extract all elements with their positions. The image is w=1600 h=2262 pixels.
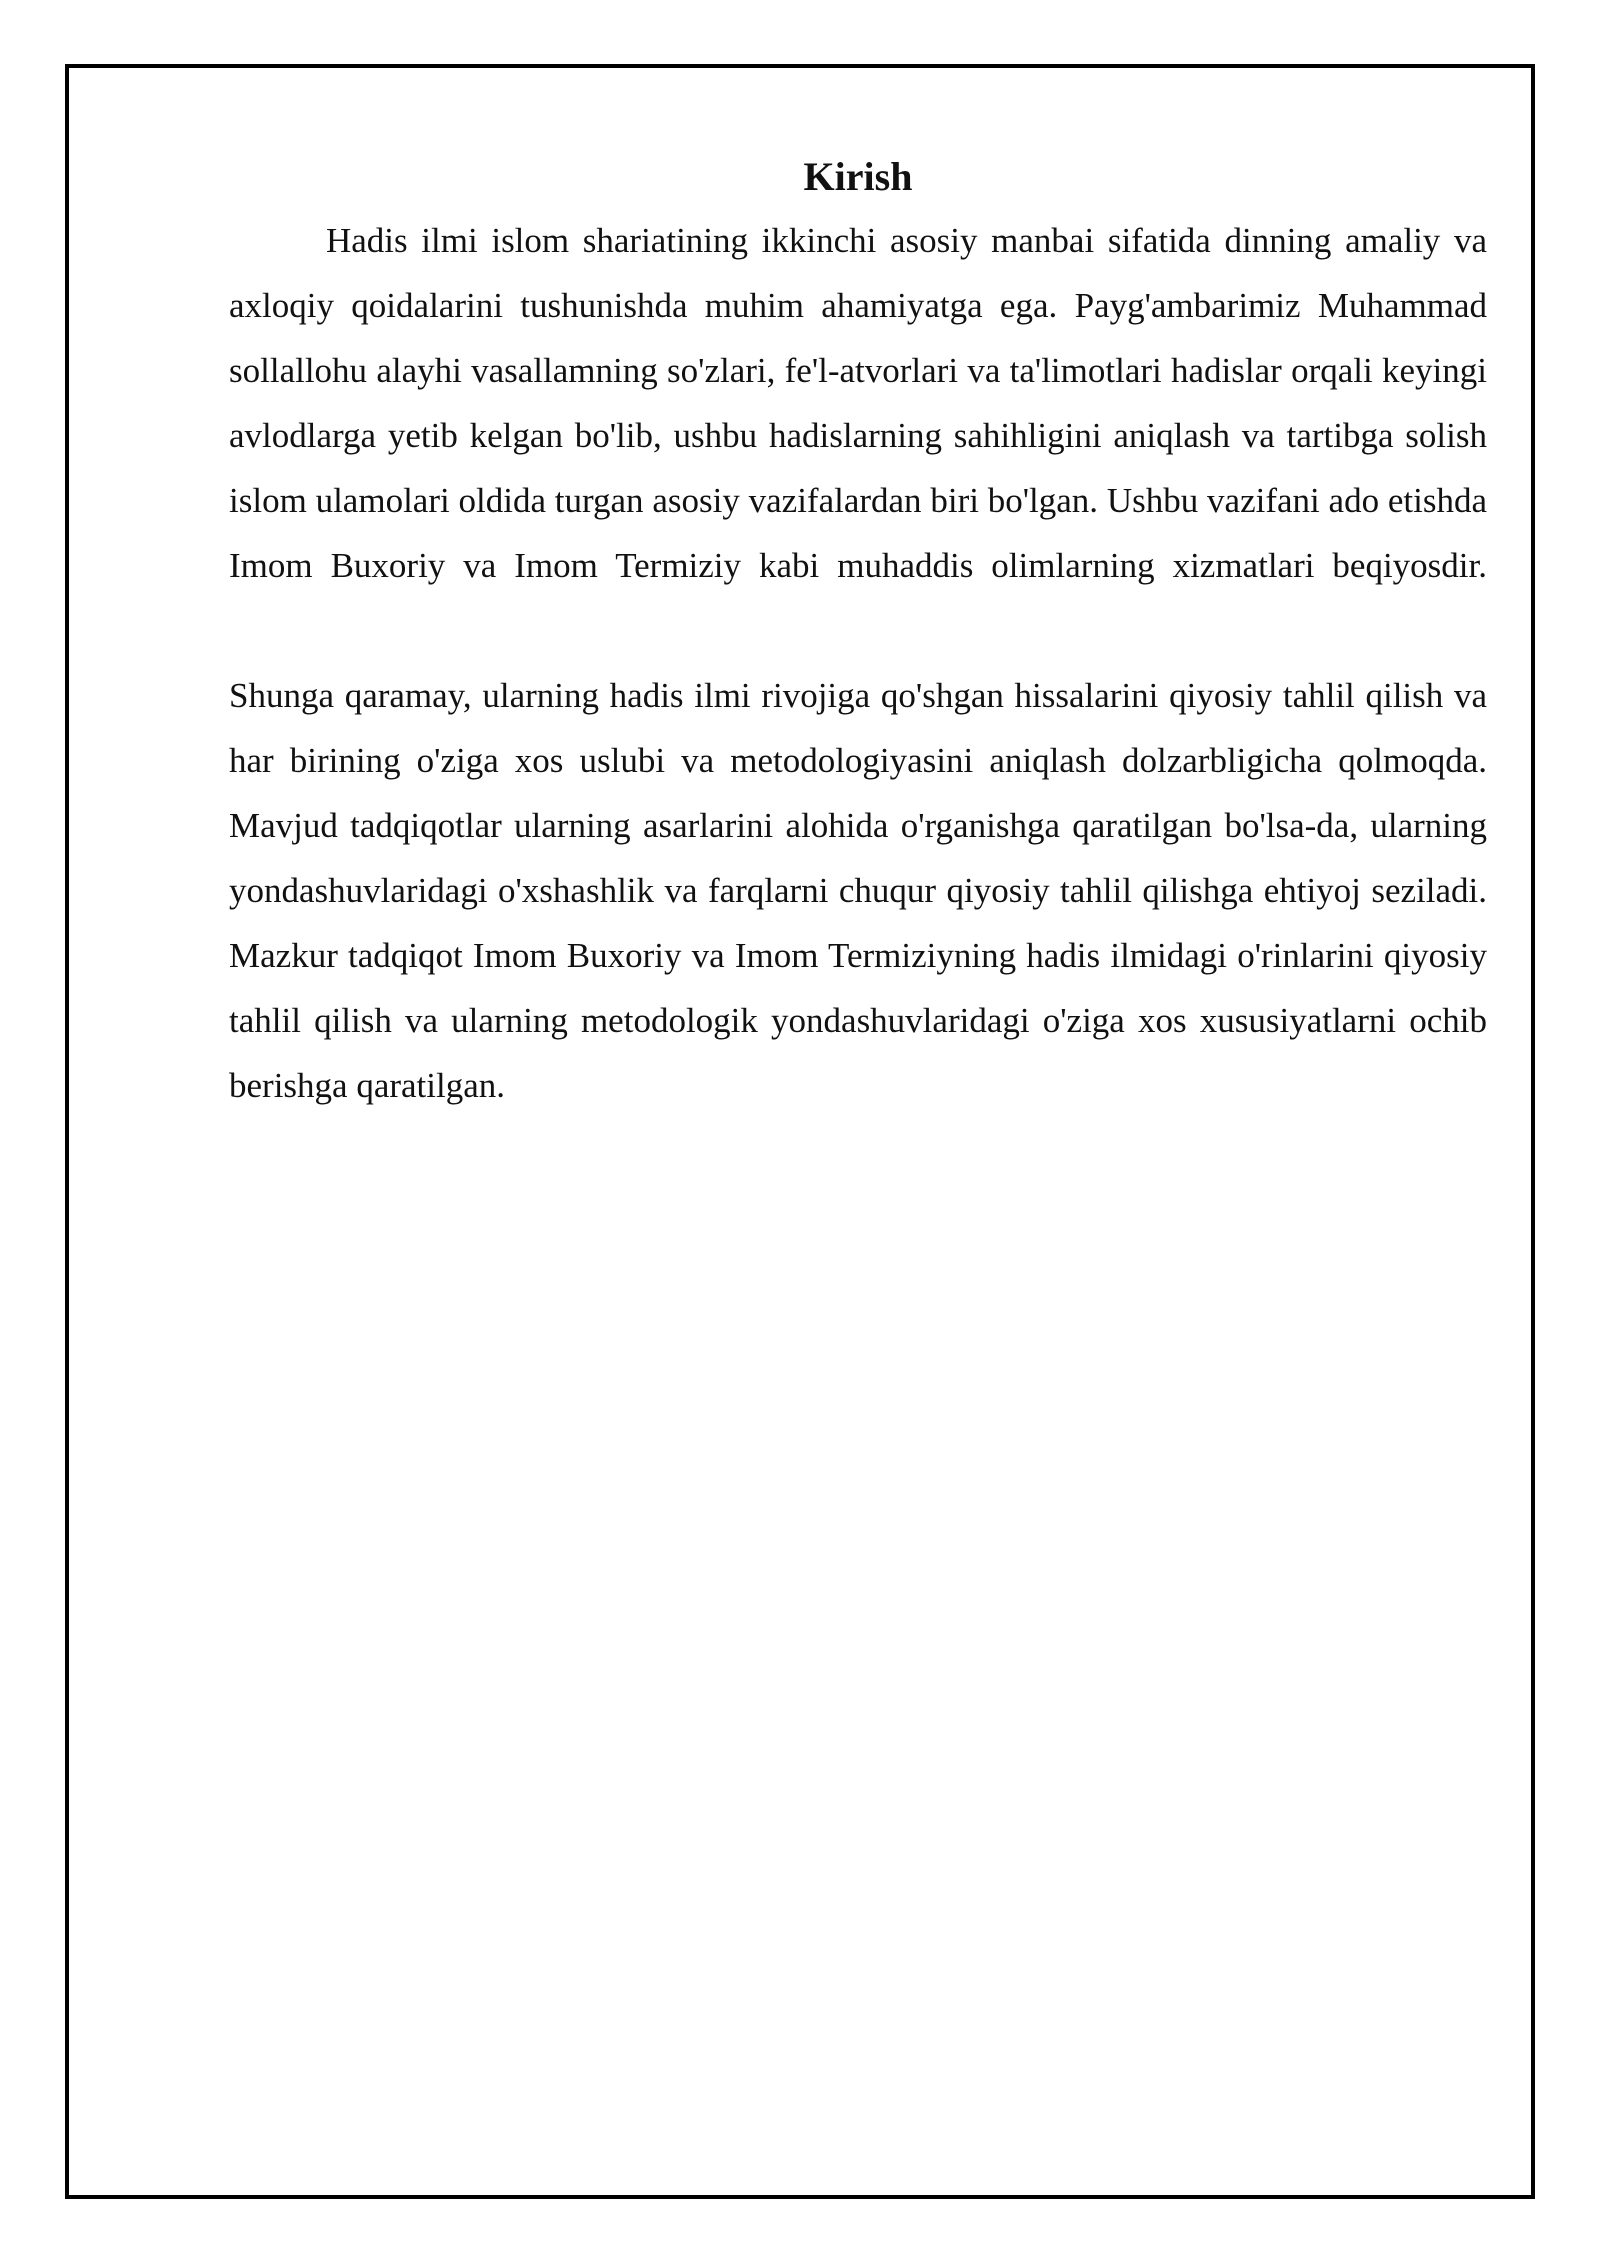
paragraph-aim: Shunga qaramay, ularning hadis ilmi rivojiga qo'shgan hissalarini qiyosiy tahlil qilish va har birining o'ziga xos uslubi va metodologiyasini aniqlash dolzarbligicha qolmoqda. Mavjud tadqiqotlar ularning asarlarini alohida o'rganishga qaratilgan bo'lsa-da, ularning yondashuvlaridagi o'xshashlik va farqlarni chuqur qiyosiy tahlil qilishga ehtiyoj seziladi. Mazkur tadqiqot Imom Buxoriy va Imom Termiziyning hadis ilmidagi o'rinlarini qiyosiy tahlil qilish va ularning metodologik yondashuvlaridagi o'ziga xos xususiyatlarni ochib berishga qaratilgan. (229, 676, 1487, 1105)
document-body (229, 150, 1487, 1118)
section-title: Kirish (803, 154, 913, 199)
paragraph-spacer (229, 598, 1487, 663)
paragraph-intro: Hadis ilmi islom shariatining ikkinchi asosiy manbai sifatida dinning amaliy va axloqiy qoidalarini tushunishda muhim ahamiyatga ega. Payg'ambarimiz Muhammad sollallohu alayhi vasallamning so'zlari, fe'l-atvorlari va ta'limotlari hadislar orqali keyingi avlodlarga yetib kelgan bo'lib, ushbu hadislarning sahihligini aniqlash va tartibga solish islom ulamolari oldida turgan asosiy vazifalardan biri bo'lgan. Ushbu vazifani ado etishda Imom Buxoriy va Imom Termiziy kabi muhaddis olimlarning xizmatlari beqiyosdir. (229, 221, 1487, 585)
